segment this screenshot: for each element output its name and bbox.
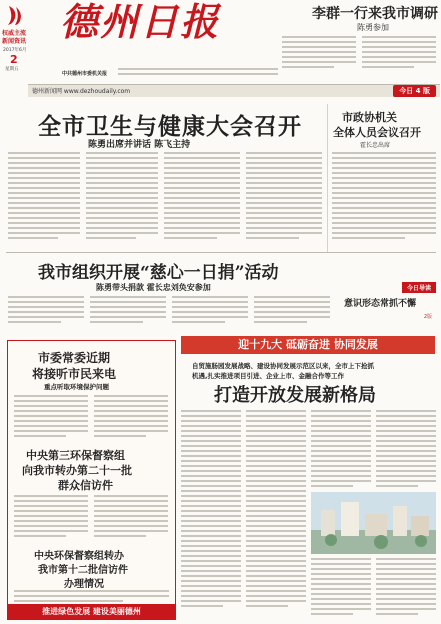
today-guide-page[interactable]: 2版 <box>423 314 432 320</box>
box-subheadline-1: 重点听取环境保护问题 <box>44 383 109 391</box>
today-guide-item[interactable]: 意识形态常抓不懈 <box>344 299 417 309</box>
feature-banner: 迎十九大 砥砺奋进 协同发展 <box>181 336 435 354</box>
box-slogan: 推进绿色发展 建设美丽德州 <box>8 604 175 619</box>
feature-headline: 打造开放发展新格局 <box>214 385 376 406</box>
feature-deck-1: 自贸施肠园发展战略、建设协同发展示范区以来，全市上下抢抓 <box>192 362 374 370</box>
box-headline-1b: 将接听市民来电 <box>32 367 117 381</box>
feature-photo <box>311 492 436 554</box>
box-headline-2a: 中央第三环保督察组 <box>26 449 125 462</box>
box-headline-3a: 中央环保督察组转办 <box>34 551 124 562</box>
slogan-line-1: 权威主流 <box>2 30 27 37</box>
website-link[interactable]: 德州新闻网 www.dezhoudaily.com <box>32 88 131 95</box>
issue-date: 2017年6月 <box>3 48 27 53</box>
box-headline-3b: 我市第十二批信访件 <box>38 565 128 576</box>
website-bar <box>28 84 440 97</box>
logo-icon <box>5 4 25 26</box>
masthead <box>0 0 441 95</box>
side-headline-2: 全体人员会议召开 <box>333 126 421 139</box>
top-headline: 李群一行来我市调研 <box>312 6 438 22</box>
second-headline: 我市组织开展“慈心一日捐”活动 <box>38 263 279 283</box>
slogan-line-2: 新闻资讯 <box>2 38 27 45</box>
masthead-title: 德州日报 <box>60 0 221 44</box>
publisher-name: 中共德州市委机关报 <box>62 71 108 77</box>
side-subheadline: 霍长忠出席 <box>360 142 391 149</box>
box-headline-1a: 市委常委近期 <box>38 351 111 365</box>
environment-box <box>7 340 176 620</box>
issue-day: 2 <box>10 53 18 66</box>
box-headline-2b: 向我市转办第二十一批 <box>22 464 132 477</box>
side-headline-1: 市政协机关 <box>342 111 397 124</box>
main-subheadline: 陈勇出席并讲话 陈飞主持 <box>88 140 191 150</box>
issue-weekday: 星期五 <box>5 67 19 72</box>
feature-deck-2: 机遇,扎实推进项目引进、企业上市、金融合作等工作 <box>192 372 344 380</box>
top-byline: 陈勇参加 <box>357 23 389 32</box>
today-guide-label: 今日导读 <box>402 282 436 293</box>
main-headline: 全市卫生与健康大会召开 <box>38 113 302 140</box>
box-headline-2c: 群众信访件 <box>58 479 113 492</box>
second-subheadline: 陈勇带头捐款 霍长忠刘奂安参加 <box>96 283 211 292</box>
today-guide <box>334 282 438 330</box>
page-count: 今日 4 版 <box>393 85 436 97</box>
box-headline-3c: 办理情况 <box>64 579 104 590</box>
